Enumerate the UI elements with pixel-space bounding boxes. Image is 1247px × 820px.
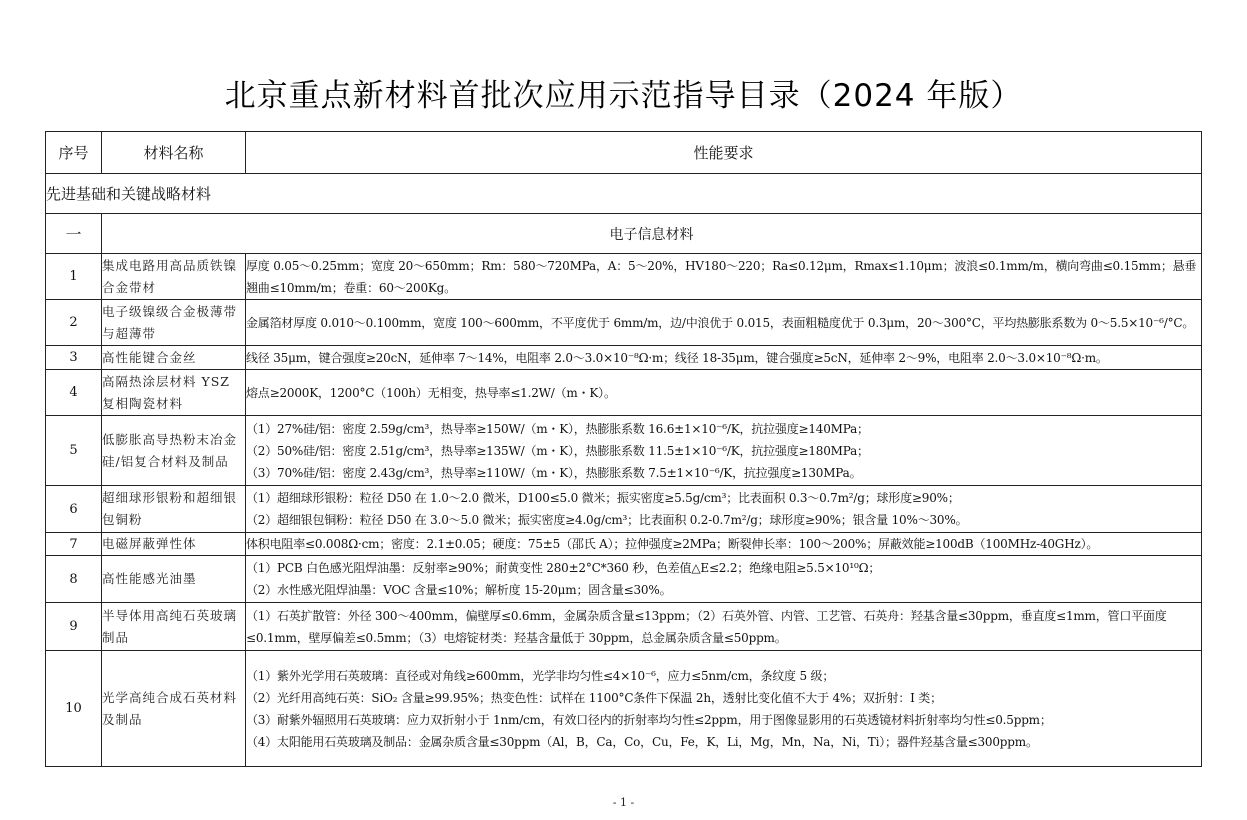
row-number: 8: [46, 556, 102, 603]
table-row: [46, 370, 1202, 416]
spec-cell: [246, 533, 1202, 556]
header-spec: 性能要求: [246, 132, 1202, 174]
material-name: 高性能感光油墨: [102, 556, 246, 603]
spec-cell: [246, 603, 1202, 651]
spec-line: （1）石英扩散管：外径 300～400mm，偏壁厚≤0.6mm，金属杂质含量≤13ppm；（2）石英外管、内管、工艺管、石英舟：羟基含量≤30ppm，垂直度≤1mm，管口平面度≤0.1mm，壁厚偏差≤0.5mm；（3）电熔锭材类：羟基含量低于 30ppm，总金属杂质含量≤50ppm。: [246, 608, 1167, 645]
spec-line: 体积电阻率≤0.008Ω·cm；密度：2.1±0.05；硬度：75±5（邵氏 A）；拉伸强度≥2MPa；断裂伸长率：100～200%；屏蔽效能≥100dB（100MHz-40GHz）。: [246, 537, 1099, 551]
header-name: 材料名称: [102, 132, 246, 174]
table-row: [46, 486, 1202, 533]
spec-line: （3）耐紫外辐照用石英玻璃：应力双折射小于 1nm/cm，有效口径内的折射率均匀性≤2ppm，用于图像显影用的石英透镜材料折射率均匀性≤0.5ppm；: [246, 712, 1052, 727]
table-row: [46, 254, 1202, 300]
spec-line: 熔点≥2000K，1200°C（100h）无相变，热导率≤1.2W/（m・K）。: [246, 385, 616, 400]
spec-line: （2）超细银包铜粉：粒径 D50 在 3.0～5.0 微米；振实密度≥4.0g/cm³；比表面积 0.2-0.7m²/g；球形度≥90%；银含量 10%～30%。: [246, 513, 968, 527]
row-number: 1: [46, 254, 102, 300]
table-row: [46, 651, 1202, 767]
spec-line: 线径 35μm，键合强度≥20cN，延伸率 7～14%，电阻率 2.0～3.0×10⁻⁸Ω·m；线径 18-35μm，键合强度≥5cN，延伸率 2～9%，电阻率 2.0～3.0×10⁻⁸Ω·m。: [246, 350, 1108, 365]
table-row: [46, 556, 1202, 603]
group-row: [46, 214, 1202, 254]
material-name: 高隔热涂层材料 YSZ 复相陶瓷材料: [102, 370, 246, 416]
table-row: [46, 603, 1202, 651]
material-name: 低膨胀高导热粉末冶金硅/铝复合材料及制品: [102, 416, 246, 486]
row-number: 4: [46, 370, 102, 416]
spec-line: （1）PCB 白色感光阻焊油墨：反射率≥90%；耐黄变性 280±2°C*360 秒，色差值△E≤2.2；绝缘电阻≥5.5×10¹⁰Ω；: [246, 561, 881, 575]
section-row: [46, 174, 1202, 214]
material-name: 集成电路用高品质铁镍合金带材: [102, 254, 246, 300]
material-name: 光学高纯合成石英材料及制品: [102, 651, 246, 767]
table-row: [46, 300, 1202, 346]
row-number: 9: [46, 603, 102, 651]
spec-cell: [246, 556, 1202, 603]
spec-cell: [246, 300, 1202, 346]
spec-line: 金属箔材厚度 0.010～0.100mm，宽度 100～600mm，不平度优于 6mm/m，边/中浪优于 0.015，表面粗糙度优于 0.3μm，20～300°C，平均热膨胀系数为 0～5.5×10⁻⁶/°C。: [246, 315, 1195, 330]
table-row: [46, 416, 1202, 486]
material-name: 电子级镍级合金极薄带与超薄带: [102, 300, 246, 346]
spec-cell: [246, 486, 1202, 533]
row-number: 5: [46, 416, 102, 486]
spec-line: （2）水性感光阻焊油墨：VOC 含量≤10%；解析度 15-20μm；固含量≤30%。: [246, 583, 672, 597]
page-number: - 1 -: [612, 796, 635, 809]
spec-line: （4）太阳能用石英玻璃及制品：金属杂质含量≤30ppm（Al，B，Ca，Co，Cu，Fe，K，Li，Mg，Mn，Na，Ni，Ti）；器件羟基含量≤300ppm。: [246, 734, 1038, 749]
header-no: 序号: [46, 132, 102, 174]
table-row: [46, 533, 1202, 556]
row-number: 3: [46, 346, 102, 370]
spec-line: 厚度 0.05～0.25mm；宽度 20～650mm；Rm：580～720MPa，A：5～20%，HV180～220；Ra≤0.12μm，Rmax≤1.10μm；波浪≤0.1mm/m，横向弯曲≤0.15mm；悬垂翘曲≤10mm/m；卷重：60～200Kg。: [246, 258, 1197, 295]
group-title: 电子信息材料: [102, 214, 1202, 254]
spec-cell: [246, 651, 1202, 767]
material-name: 半导体用高纯石英玻璃制品: [102, 603, 246, 651]
spec-line: （2）50%硅/铝：密度 2.51g/cm³，热导率≥135W/（m・K），热膨胀系数 11.5±1×10⁻⁶/K，抗拉强度≥180MPa；: [246, 443, 869, 458]
materials-table: [45, 131, 1202, 767]
material-name: 电磁屏蔽弹性体: [102, 533, 246, 556]
group-index: 一: [46, 214, 102, 254]
spec-line: （1）超细球形银粉：粒径 D50 在 1.0～2.0 微米，D100≤5.0 微米；振实密度≥5.5g/cm³；比表面积 0.3～0.7m²/g；球形度≥90%；: [246, 491, 960, 505]
spec-cell: [246, 346, 1202, 370]
spec-line: （3）70%硅/铝：密度 2.43g/cm³，热导率≥110W/（m・K），热膨胀系数 7.5±1×10⁻⁶/K，抗拉强度≥130MPa。: [246, 465, 862, 480]
page-title: 北京重点新材料首批次应用示范指导目录（2024 年版）: [224, 78, 1023, 114]
spec-line: （2）光纤用高纯石英：SiO₂ 含量≥99.95%；热变色性：试样在 1100°C条件下保温 2h，透射比变化值不大于 4%；双折射：I 类；: [246, 690, 942, 705]
spec-line: （1）紫外光学用石英玻璃：直径或对角线≥600mm，光学非均匀性≤4×10⁻⁶，应力≤5nm/cm，条纹度 5 级；: [246, 668, 835, 683]
row-number: 2: [46, 300, 102, 346]
spec-line: （1）27%硅/铝：密度 2.59g/cm³，热导率≥150W/（m・K），热膨胀系数 16.6±1×10⁻⁶/K，抗拉强度≥140MPa；: [246, 421, 869, 436]
table-header-row: [46, 132, 1202, 174]
spec-cell: [246, 254, 1202, 300]
row-number: 10: [46, 651, 102, 767]
spec-cell: [246, 370, 1202, 416]
table-row: [46, 346, 1202, 370]
spec-cell: [246, 416, 1202, 486]
row-number: 7: [46, 533, 102, 556]
material-name: 高性能键合金丝: [102, 346, 246, 370]
material-name: 超细球形银粉和超细银包铜粉: [102, 486, 246, 533]
row-number: 6: [46, 486, 102, 533]
section-title: 先进基础和关键战略材料: [46, 174, 1202, 214]
